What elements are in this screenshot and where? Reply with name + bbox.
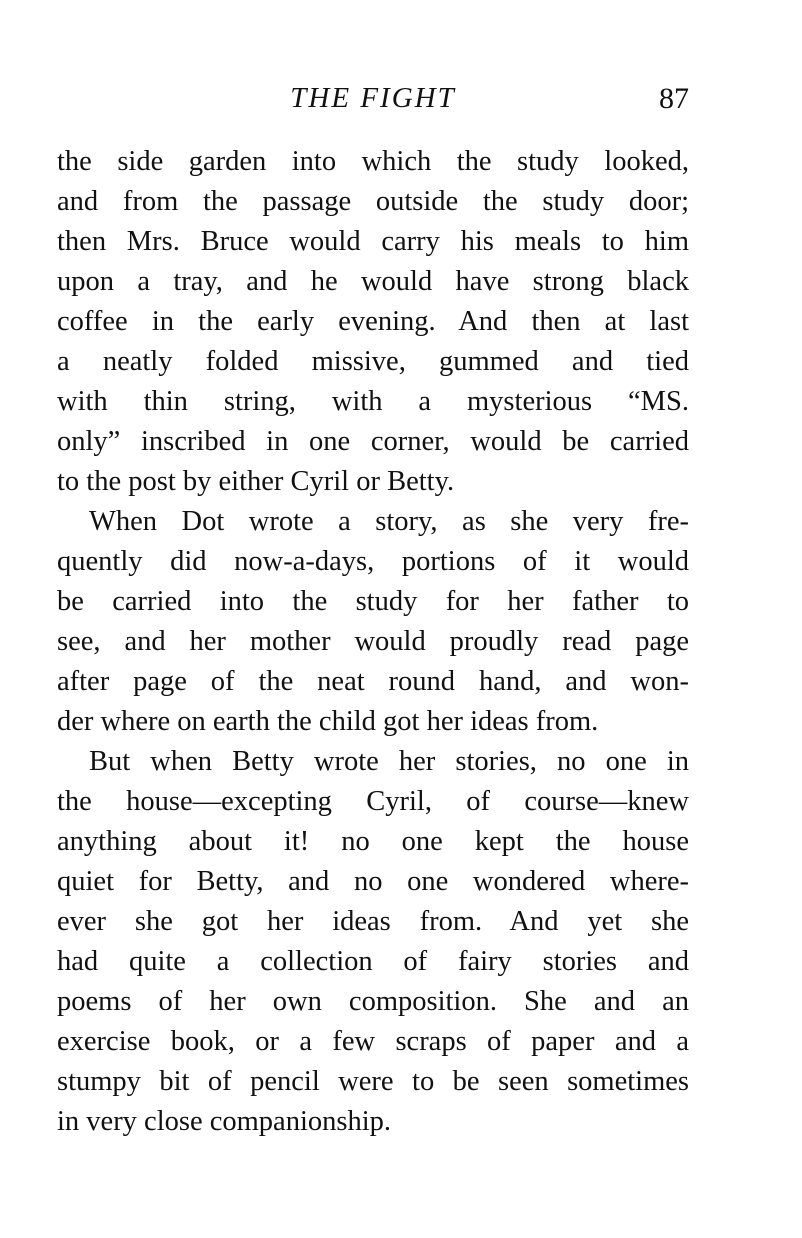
text-line: upon a tray, and he would have strong black — [57, 266, 689, 297]
text-line: anything about it! no one kept the house — [57, 826, 689, 857]
text-line: coffee in the early evening. And then at last — [57, 306, 689, 337]
text-line: a neatly folded missive, gummed and tied — [57, 346, 689, 377]
text-line: poems of her own composition. She and an — [57, 986, 689, 1017]
text-line: only” inscribed in one corner, would be carried — [57, 426, 689, 457]
text-line: and from the passage outside the study door; — [57, 186, 689, 217]
text-line: quiet for Betty, and no one wondered where- — [57, 866, 689, 897]
text-line: be carried into the study for her father to — [57, 586, 689, 617]
paragraph-1 — [57, 142, 689, 502]
text-line: with thin string, with a mysterious “MS. — [57, 386, 689, 417]
running-head: THE FIGHT — [290, 82, 456, 114]
text-line: But when Betty wrote her stories, no one in — [89, 746, 689, 777]
text-line: the house—excepting Cyril, of course—knew — [57, 786, 689, 817]
text-line: When Dot wrote a story, as she very fre- — [89, 506, 689, 537]
page-number: 87 — [659, 82, 689, 115]
paragraph-2 — [57, 502, 689, 742]
text-line: to the post by either Cyril or Betty. — [57, 466, 455, 497]
text-line: then Mrs. Bruce would carry his meals to him — [57, 226, 689, 257]
text-line: der where on earth the child got her ideas from. — [57, 706, 599, 737]
text-line: the side garden into which the study looked, — [57, 146, 689, 177]
text-line: see, and her mother would proudly read page — [57, 626, 689, 657]
text-line: exercise book, or a few scraps of paper and a — [57, 1026, 689, 1057]
text-line: stumpy bit of pencil were to be seen sometimes — [57, 1066, 689, 1097]
text-line: ever she got her ideas from. And yet she — [57, 906, 689, 937]
text-line: quently did now-a-days, portions of it would — [57, 546, 689, 577]
body-text — [57, 142, 689, 1142]
text-line: in very close companionship. — [57, 1106, 392, 1137]
text-line: had quite a collection of fairy stories and — [57, 946, 689, 977]
paragraph-3 — [57, 742, 689, 1142]
text-line: after page of the neat round hand, and won- — [57, 666, 689, 697]
page-header — [57, 82, 689, 122]
